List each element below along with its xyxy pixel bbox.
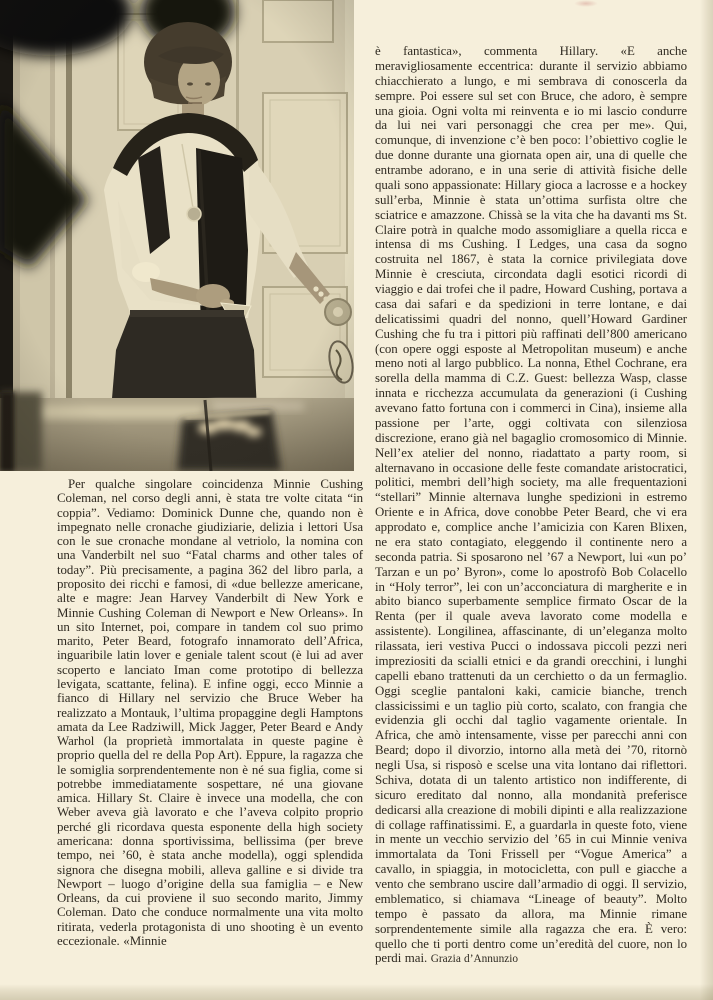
print-smudge — [574, 0, 598, 7]
page-bottom-edge — [0, 984, 713, 1000]
article-column-left — [57, 477, 363, 948]
article-text-right: è fantastica», commenta Hillary. «E anche meravigliosamente eccentrica: durante il servizio abbiamo chiacchierato a lungo, e mi sembrava di conoscerla da sempre. Poi essere sul set con Bruce, che adoro, è sempre una gioia. Ogni volta mi reinventa e io mi lascio condurre da lui nei vari personaggi che crea per me». Qui, comunque, di invenzione c’è ben poco: l’obiettivo coglie le due donne durante una giornata open air, una di quelle che entrambe adorano, e in una serie di attività fisiche delle quali sono appassionate: Hillary gioca a lacrosse e a hockey sull’erba, Minnie è stata un’ottima surfista oltre che sciatrice e amazzone. Chissà se la vita che ha davanti ms St. Claire potrà in qualche modo assomigliare a quella ricca e intensa di ms Cushing. I Ledges, una casa da sogno costruita nel 1867, è stata la cornice privilegiata dove Minnie è cresciuta, circondata dagli esotici ricordi di viaggio e dai trofei che il padre, Howard Cushing, portava a casa dai safari e da spedizioni in terre lontane, e dai delicatissimi quadri del nonno, quell’Howard Gardiner Cushing che fu tra i pittori più raffinati dell’800 americano (con opere oggi esposte al Metropolitan museum) e anche meno noti al largo pubblico. La nonna, Ethel Cochrane, era sorella della mamma di C.Z. Guest: bellezza Wasp, classe innata e ricchezza accumulata da generazioni (i Cushing avevano fatto fortuna con i commerci in Cina), insieme alla passione per l’arte, oggi coltivata con silenziosa discrezione, erano già nel bagaglio cromosomico di Minnie. Nell’ex atelier del nonno, riadattato a party room, si alternavano in occasione delle feste comandate aristocratici, politici, membri dell’high society, ma alle frequentazioni “stellari” Minnie alternava lunghe spedizioni in estremo Oriente e in Africa, dove conobbe Peter Beard, che vi era approdato e, complice anche l’amicizia con Karen Blixen, ne era stato contagiato, eleggendo il continente nero a seconda patria. Si sposarono nel ’67 a Newport, lui «un po’ Tarzan e un po’ Byron», come lo apostrofò Bob Colacello in “Holy terror”, lei con un’acconciatura di margherite e in abito bianco superbamente semplice firmato Oscar de la Renta (per il quale aveva lavorato come modella e assistente). Longilinea, affascinante, di un’eleganza molto rilassata, ieri vestiva Pucci o indossava piccoli pezzi neri impreziositi da scialli etnici e da grandi orecchini, i lunghi capelli ebano trattenuti da un cerchietto o da un fermaglio. Oggi sceglie pantaloni kaki, camicie bianche, trench classicissimi e un taglio più corto, scalato, con frangia che evidenzia gli occhi dal taglio vagamente orientale. In Africa, che amò intensamente, visse per parecchi anni con Beard; dopo il divorzio, intorno alla metà dei ’70, ritornò negli Usa, si risposò e scelse una vita lontano dai riflettori. Schiva, dotata di un talento artistico non indifferente, di sicuro ereditato dal nonno, alla mondanità preferisce dedicarsi alla creazione di mobili dipinti e alla realizzazione di collage raffinatissimi. E, a guardarla in queste foto, viene in mente un vecchio servizio del ’65 in cui Minnie veniva immortalata da Toni Frissell per “Vogue America” a cavallo, in spiaggia, in motocicletta, con pull e giacche a vento che sembrano uscire dall’armadio di oggi. Il servizio, emblematico, si chiamava “Lineage of beauty”. Molto tempo è passato da allora, ma Minnie rimane sorprendentemente simile alla ragazza che era. È vero: quello che ti porti dentro come un’eredità del cuore, non lo perdi mai. — [375, 44, 687, 966]
author-byline: Grazia d’Annunzio — [430, 953, 519, 966]
article-column-right — [375, 44, 687, 967]
bw-photograph — [0, 0, 354, 471]
article-text-left: Per qualche singolare coincidenza Minnie Cushing Coleman, nel corso degli anni, è stata tre volte citata “in coppia”. Vediamo: Dominick Dunne che, quando non è impegnato nelle cronache giudiziarie, delizia i lettori Usa con le sue cronache mondane al vetriolo, la nomina con una Vanderbilt nel suo “Fatal charms and other tales of today”. Più precisamente, a pagina 362 del libro parla, a proposito dei ricchi e famosi, di «due bellezze americane, alte e magre: Jean Harvey Vanderbilt di New York e Minnie Cushing Coleman di Newport e New Orleans». In un sito Internet, poi, compare in tandem col suo primo marito, Peter Beard, fotografo innamorato dell’Africa, inguaribile latin lover e geniale talent scout (è lui ad aver scoperto e lanciato Iman come prototipo di bellezza levigata, scattante, felina). E infine oggi, ecco Minnie a fianco di Hillary nel servizio che Bruce Weber ha realizzato a Montauk, l’ultima propaggine degli Hamptons amata da Lee Radziwill, Mick Jagger, Peter Beard e Andy Warhol (la proprietà immortalata in queste pagine è proprio quella del re della Pop Art). Eppure, la ragazza che le somiglia sorprendentemente non è né sua figlia, come si potrebbe immediatamente sospettare, né una giovane amica. Hillary St. Claire è invece una modella, che con Weber aveva già lavorato e che l’aveva colpito proprio perché gli ricordava questa esponente della high society americana: donna sportivissima, bellissima (per breve tempo, nei ’60, è stata anche modella), oggi splendida signora che disegna mobili, alleva galline e si divide tra Newport – luogo d’origine della sua famiglia – e New Orleans, da cui proviene il suo secondo marito, Jimmy Coleman. Dato che conduce normalmente una vita molto ritirata, vederla protagonista di uno shooting è un evento eccezionale. «Minnie — [57, 477, 363, 948]
